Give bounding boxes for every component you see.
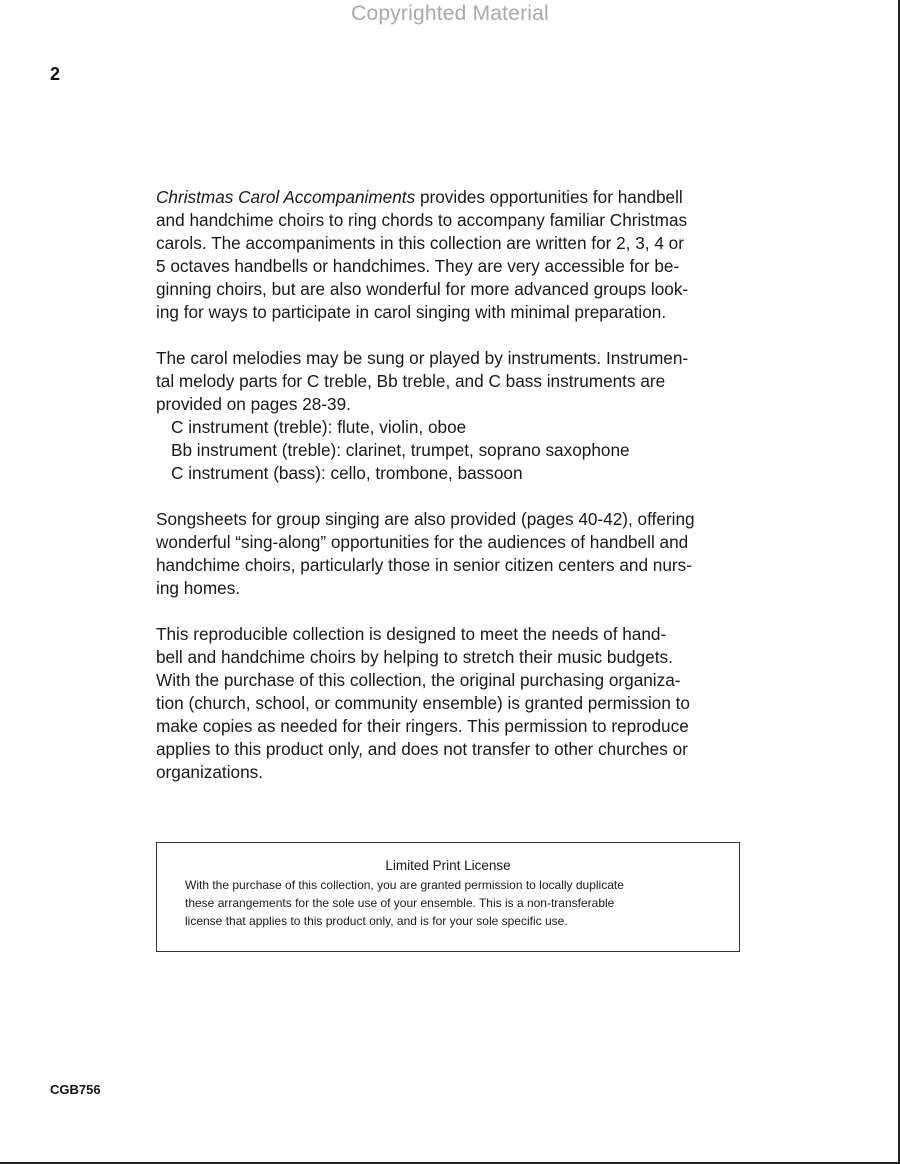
intro-line: ing for ways to participate in carol singing with minimal preparation. [156, 302, 667, 322]
reproducible-line: organizations. [156, 762, 264, 782]
intro-line [156, 186, 746, 209]
collection-title: Christmas Carol Accompaniments [156, 187, 416, 207]
melodies-line: provided on pages 28-39. [156, 394, 351, 414]
reproducible-line: make copies as needed for their ringers. This permission to reproduce [156, 716, 689, 736]
songsheets-line: handchime choirs, particularly those in senior citizen centers and nurs- [156, 555, 692, 575]
page-number: 2 [50, 64, 61, 84]
intro-line-rest: provides opportunities for handbell [415, 187, 683, 207]
songsheets-paragraph [156, 508, 746, 600]
intro-line: ginning choirs, but are also wonderful for more advanced groups look- [156, 279, 689, 299]
body-content [156, 186, 746, 784]
intro-line: 5 octaves handbells or handchimes. They are very accessible for be- [156, 256, 680, 276]
catalog-code: CGB756 [50, 1082, 101, 1097]
license-line: these arrangements for the sole use of your ensemble. This is a non-transferable [185, 896, 615, 910]
instrument-line: Bb instrument (treble): clarinet, trumpet, soprano saxophone [171, 440, 630, 460]
reproducible-paragraph [156, 623, 746, 784]
license-line: With the purchase of this collection, you are granted permission to locally duplicate [185, 878, 624, 892]
license-line: license that applies to this product only, and is for your sole specific use. [185, 914, 568, 928]
reproducible-line: tion (church, school, or community ensemble) is granted permission to [156, 693, 690, 713]
intro-line: carols. The accompaniments in this collection are written for 2, 3, 4 or [156, 233, 684, 253]
instrument-line: C instrument (treble): flute, violin, oboe [171, 417, 467, 437]
melodies-paragraph [156, 347, 746, 485]
melodies-line: The carol melodies may be sung or played by instruments. Instrumen- [156, 348, 689, 368]
reproducible-line: applies to this product only, and does not transfer to other churches or [156, 739, 688, 759]
copyright-watermark: Copyrighted Material [351, 2, 549, 25]
reproducible-line: This reproducible collection is designed to meet the needs of hand- [156, 624, 667, 644]
reproducible-line: With the purchase of this collection, the original purchasing organiza- [156, 670, 681, 690]
melodies-line: tal melody parts for C treble, Bb treble, and C bass instruments are [156, 371, 666, 391]
license-title: Limited Print License [385, 858, 511, 873]
songsheets-line: ing homes. [156, 578, 241, 598]
intro-line: and handchime choirs to ring chords to accompany familiar Christmas [156, 210, 688, 230]
instrument-line: C instrument (bass): cello, trombone, bassoon [171, 463, 523, 483]
reproducible-line: bell and handchime choirs by helping to stretch their music budgets. [156, 647, 673, 667]
songsheets-line: wonderful “sing-along” opportunities for the audiences of handbell and [156, 532, 689, 552]
intro-paragraph [156, 186, 746, 324]
songsheets-line: Songsheets for group singing are also provided (pages 40-42), offering [156, 509, 695, 529]
license-text [185, 876, 725, 930]
license-box [156, 842, 740, 952]
